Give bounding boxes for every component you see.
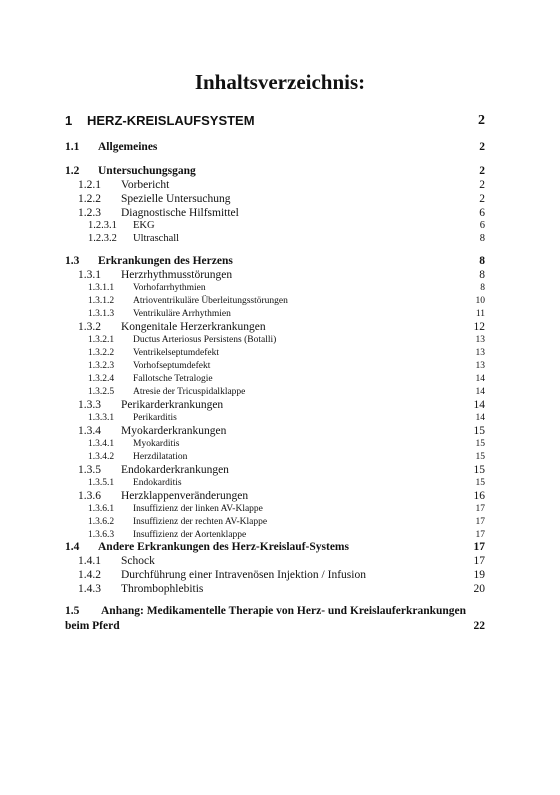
toc-page-num: 16 bbox=[473, 490, 485, 502]
toc-num: 1.3.4.1 bbox=[88, 439, 115, 449]
toc-page-num: 11 bbox=[475, 309, 485, 319]
toc-text: Atrioventrikuläre Überleitungsstörungen bbox=[133, 296, 288, 306]
toc-page-num: 17 bbox=[475, 504, 485, 514]
toc-page-num: 20 bbox=[473, 583, 485, 595]
toc-page-num: 13 bbox=[475, 361, 485, 371]
toc-entry-1-3-6-2[interactable] bbox=[0, 515, 560, 529]
toc-text: HERZ-KREISLAUFSYSTEM bbox=[87, 113, 255, 128]
toc-page-num: 12 bbox=[473, 321, 485, 333]
toc-entry-1-3-1-3[interactable] bbox=[0, 307, 560, 321]
toc-text: Myokarditis bbox=[133, 439, 180, 449]
toc-chapter-1[interactable] bbox=[0, 113, 560, 129]
toc-num: 1.3.2.5 bbox=[88, 387, 115, 397]
toc-entry-1-3-4[interactable] bbox=[0, 424, 560, 438]
toc-page-num: 17 bbox=[475, 530, 485, 540]
toc-text: Atresie der Tricuspidalklappe bbox=[133, 387, 246, 397]
toc-entry-1-4[interactable] bbox=[0, 540, 560, 554]
toc-text: Andere Erkrankungen des Herz-Kreislauf-Systems bbox=[98, 541, 349, 553]
toc-entry-1-3-6-1[interactable] bbox=[0, 502, 560, 516]
toc-text: Herzklappenveränderungen bbox=[121, 490, 249, 502]
toc-text: Herzdilatation bbox=[133, 452, 188, 462]
toc-text: Erkrankungen des Herzens bbox=[98, 255, 233, 267]
toc-text: Ultraschall bbox=[133, 233, 180, 244]
toc-page-num: 14 bbox=[475, 387, 485, 397]
toc-num: 1.2.3.1 bbox=[88, 220, 117, 231]
toc-text: Perikarditis bbox=[133, 413, 177, 423]
toc-page-num: 14 bbox=[475, 374, 485, 384]
page-title: Inhaltsverzeichnis: bbox=[194, 70, 366, 94]
toc-entry-1-2[interactable] bbox=[0, 164, 560, 178]
toc-num: 1.3.6 bbox=[78, 490, 101, 502]
toc-text: Endokarditis bbox=[133, 478, 182, 488]
toc-entry-1-3-4-1[interactable] bbox=[0, 437, 560, 451]
toc-text: Endokarderkrankungen bbox=[121, 464, 229, 476]
toc-num: 1.3.1.1 bbox=[88, 283, 115, 293]
toc-num: 1.2.2 bbox=[78, 193, 101, 205]
toc-entry-1-3-5[interactable] bbox=[0, 463, 560, 477]
toc-page-num: 2 bbox=[478, 113, 485, 128]
toc-text: Durchführung einer Intravenösen Injektion / Infusion bbox=[121, 569, 366, 581]
toc-page-num: 17 bbox=[473, 541, 485, 553]
toc-num: 1.3.5.1 bbox=[88, 478, 115, 488]
toc-text: Diagnostische Hilfsmittel bbox=[121, 207, 239, 219]
toc-entry-1-3-2-3[interactable] bbox=[0, 359, 560, 373]
toc-entry-1-3-1-2[interactable] bbox=[0, 294, 560, 308]
toc-text: Untersuchungsgang bbox=[98, 165, 196, 177]
toc-text: Insuffizienz der Aortenklappe bbox=[133, 530, 247, 540]
toc-entry-1-3-3[interactable] bbox=[0, 398, 560, 412]
toc-page-num: 19 bbox=[473, 569, 485, 581]
toc-num: 1.3.6.1 bbox=[88, 504, 115, 514]
toc-entry-1-2-1[interactable] bbox=[0, 178, 560, 192]
toc-num: 1.3.5 bbox=[78, 464, 101, 476]
toc-entry-1-3-2-4[interactable] bbox=[0, 372, 560, 386]
toc-entry-1-5-page bbox=[0, 619, 560, 633]
toc-num: 1.3.3 bbox=[78, 399, 101, 411]
toc-entry-1-3-2-1[interactable] bbox=[0, 333, 560, 347]
toc-num: 1.3.2.1 bbox=[88, 335, 115, 345]
toc-entry-1-3-1[interactable] bbox=[0, 268, 560, 282]
toc-text: Vorhofseptumdefekt bbox=[133, 361, 211, 371]
toc-page-num: 8 bbox=[479, 255, 485, 267]
toc-entry-1-1[interactable] bbox=[0, 140, 560, 154]
toc-page-num: 14 bbox=[475, 413, 485, 423]
toc-entry-1-3-4-2[interactable] bbox=[0, 450, 560, 464]
toc-entry-1-2-3[interactable] bbox=[0, 206, 560, 220]
toc-page-num: 15 bbox=[473, 425, 485, 437]
toc-page-num: 15 bbox=[475, 439, 485, 449]
toc-num: 1.3.2 bbox=[78, 321, 101, 333]
toc-num: 1.3.4 bbox=[78, 425, 101, 437]
toc-text: Fallotsche Tetralogie bbox=[133, 374, 213, 384]
toc-num: 1.2.3 bbox=[78, 207, 101, 219]
toc-num: 1.4.3 bbox=[78, 583, 101, 595]
toc-entry-1-3-2-5[interactable] bbox=[0, 385, 560, 399]
toc-num: 1.3.6.3 bbox=[88, 530, 115, 540]
toc-page-num: 15 bbox=[475, 478, 485, 488]
toc-entry-1-4-3[interactable] bbox=[0, 582, 560, 596]
toc-num: 1.2 bbox=[65, 165, 80, 177]
toc-num: 1.3.3.1 bbox=[88, 413, 115, 423]
toc-num: 1.3 bbox=[65, 255, 80, 267]
toc-entry-1-3[interactable] bbox=[0, 254, 560, 268]
toc-page-num: 14 bbox=[473, 399, 485, 411]
toc-num: 1.3.1 bbox=[78, 269, 101, 281]
toc-num: 1.3.4.2 bbox=[88, 452, 115, 462]
toc-page-num: 22 bbox=[473, 620, 485, 632]
toc-text: Kongenitale Herzerkrankungen bbox=[121, 321, 266, 333]
toc-text: Schock bbox=[121, 555, 155, 567]
toc-text: Thrombophlebitis bbox=[121, 583, 204, 595]
toc-entry-1-4-2[interactable] bbox=[0, 568, 560, 582]
toc-entry-1-5-text[interactable]: Anhang: Medikamentelle Therapie von Herz- und Kreislauferkrankungen beim Pferd bbox=[65, 605, 467, 632]
toc-text: Vorhofarrhythmien bbox=[133, 283, 206, 293]
toc-num: 1.3.2.4 bbox=[88, 374, 115, 384]
toc-page-num: 2 bbox=[479, 193, 485, 205]
toc-text: Insuffizienz der linken AV-Klappe bbox=[133, 504, 263, 514]
toc-text: Myokarderkrankungen bbox=[121, 425, 227, 437]
toc-text: Ductus Arteriosus Persistens (Botalli) bbox=[133, 335, 277, 345]
toc-text: Herzrhythmusstörungen bbox=[121, 269, 233, 281]
toc-num: 1.3.2.2 bbox=[88, 348, 115, 358]
toc-entry-1-3-5-1[interactable] bbox=[0, 476, 560, 490]
toc-num: 1.5 bbox=[65, 605, 80, 617]
toc-page-num: 17 bbox=[473, 555, 485, 567]
toc-num: 1.3.6.2 bbox=[88, 517, 115, 527]
toc-entry-1-3-6[interactable] bbox=[0, 489, 560, 503]
toc-entry-1-2-3-2[interactable] bbox=[0, 232, 560, 246]
toc-num: 1.2.1 bbox=[78, 179, 101, 191]
toc-num: 1.3.1.3 bbox=[88, 309, 115, 319]
toc-page-num: 8 bbox=[479, 233, 485, 244]
toc-page-num: 13 bbox=[475, 335, 485, 345]
toc-entry-1-2-3-1[interactable] bbox=[0, 219, 560, 233]
toc-num: 1.1 bbox=[65, 141, 80, 153]
toc-page-num: 2 bbox=[479, 165, 485, 177]
toc-num: 1.4 bbox=[65, 541, 80, 553]
toc-page-num: 10 bbox=[475, 296, 485, 306]
toc-page-num: 8 bbox=[479, 269, 485, 281]
toc-page-num: 13 bbox=[475, 348, 485, 358]
toc-page-num: 6 bbox=[479, 220, 485, 231]
toc-entry-1-3-3-1[interactable] bbox=[0, 411, 560, 425]
toc-page-num: 6 bbox=[479, 207, 485, 219]
toc-text: Perikarderkrankungen bbox=[121, 399, 224, 411]
toc-text: Allgemeines bbox=[98, 141, 158, 153]
toc-text: Vorbericht bbox=[121, 179, 170, 191]
toc-text: Spezielle Untersuchung bbox=[121, 193, 231, 205]
toc-num: 1.4.1 bbox=[78, 555, 101, 567]
toc-num: 1 bbox=[65, 113, 73, 128]
toc-num: 1.3.1.2 bbox=[88, 296, 115, 306]
toc-page-num: 17 bbox=[475, 517, 485, 527]
toc-entry-1-3-2[interactable] bbox=[0, 320, 560, 334]
toc-text: EKG bbox=[133, 220, 155, 231]
toc-page-num: 8 bbox=[480, 283, 485, 293]
toc-num: 1.3.2.3 bbox=[88, 361, 115, 371]
toc-text: Insuffizienz der rechten AV-Klappe bbox=[133, 517, 268, 527]
toc-entry-1-2-2[interactable] bbox=[0, 192, 560, 206]
toc-page-num: 15 bbox=[473, 464, 485, 476]
toc-entry-1-4-1[interactable] bbox=[0, 554, 560, 568]
toc-entry-1-3-2-2[interactable] bbox=[0, 346, 560, 360]
toc-text: Ventrikuläre Arrhythmien bbox=[133, 309, 231, 319]
toc-entry-1-3-1-1[interactable] bbox=[0, 281, 560, 295]
toc-text: Ventrikelseptumdefekt bbox=[133, 348, 220, 358]
toc-page-num: 2 bbox=[479, 179, 485, 191]
toc-num: 1.4.2 bbox=[78, 569, 101, 581]
toc-num: 1.2.3.2 bbox=[88, 233, 117, 244]
toc-page-num: 2 bbox=[479, 141, 485, 153]
toc-page-num: 15 bbox=[475, 452, 485, 462]
